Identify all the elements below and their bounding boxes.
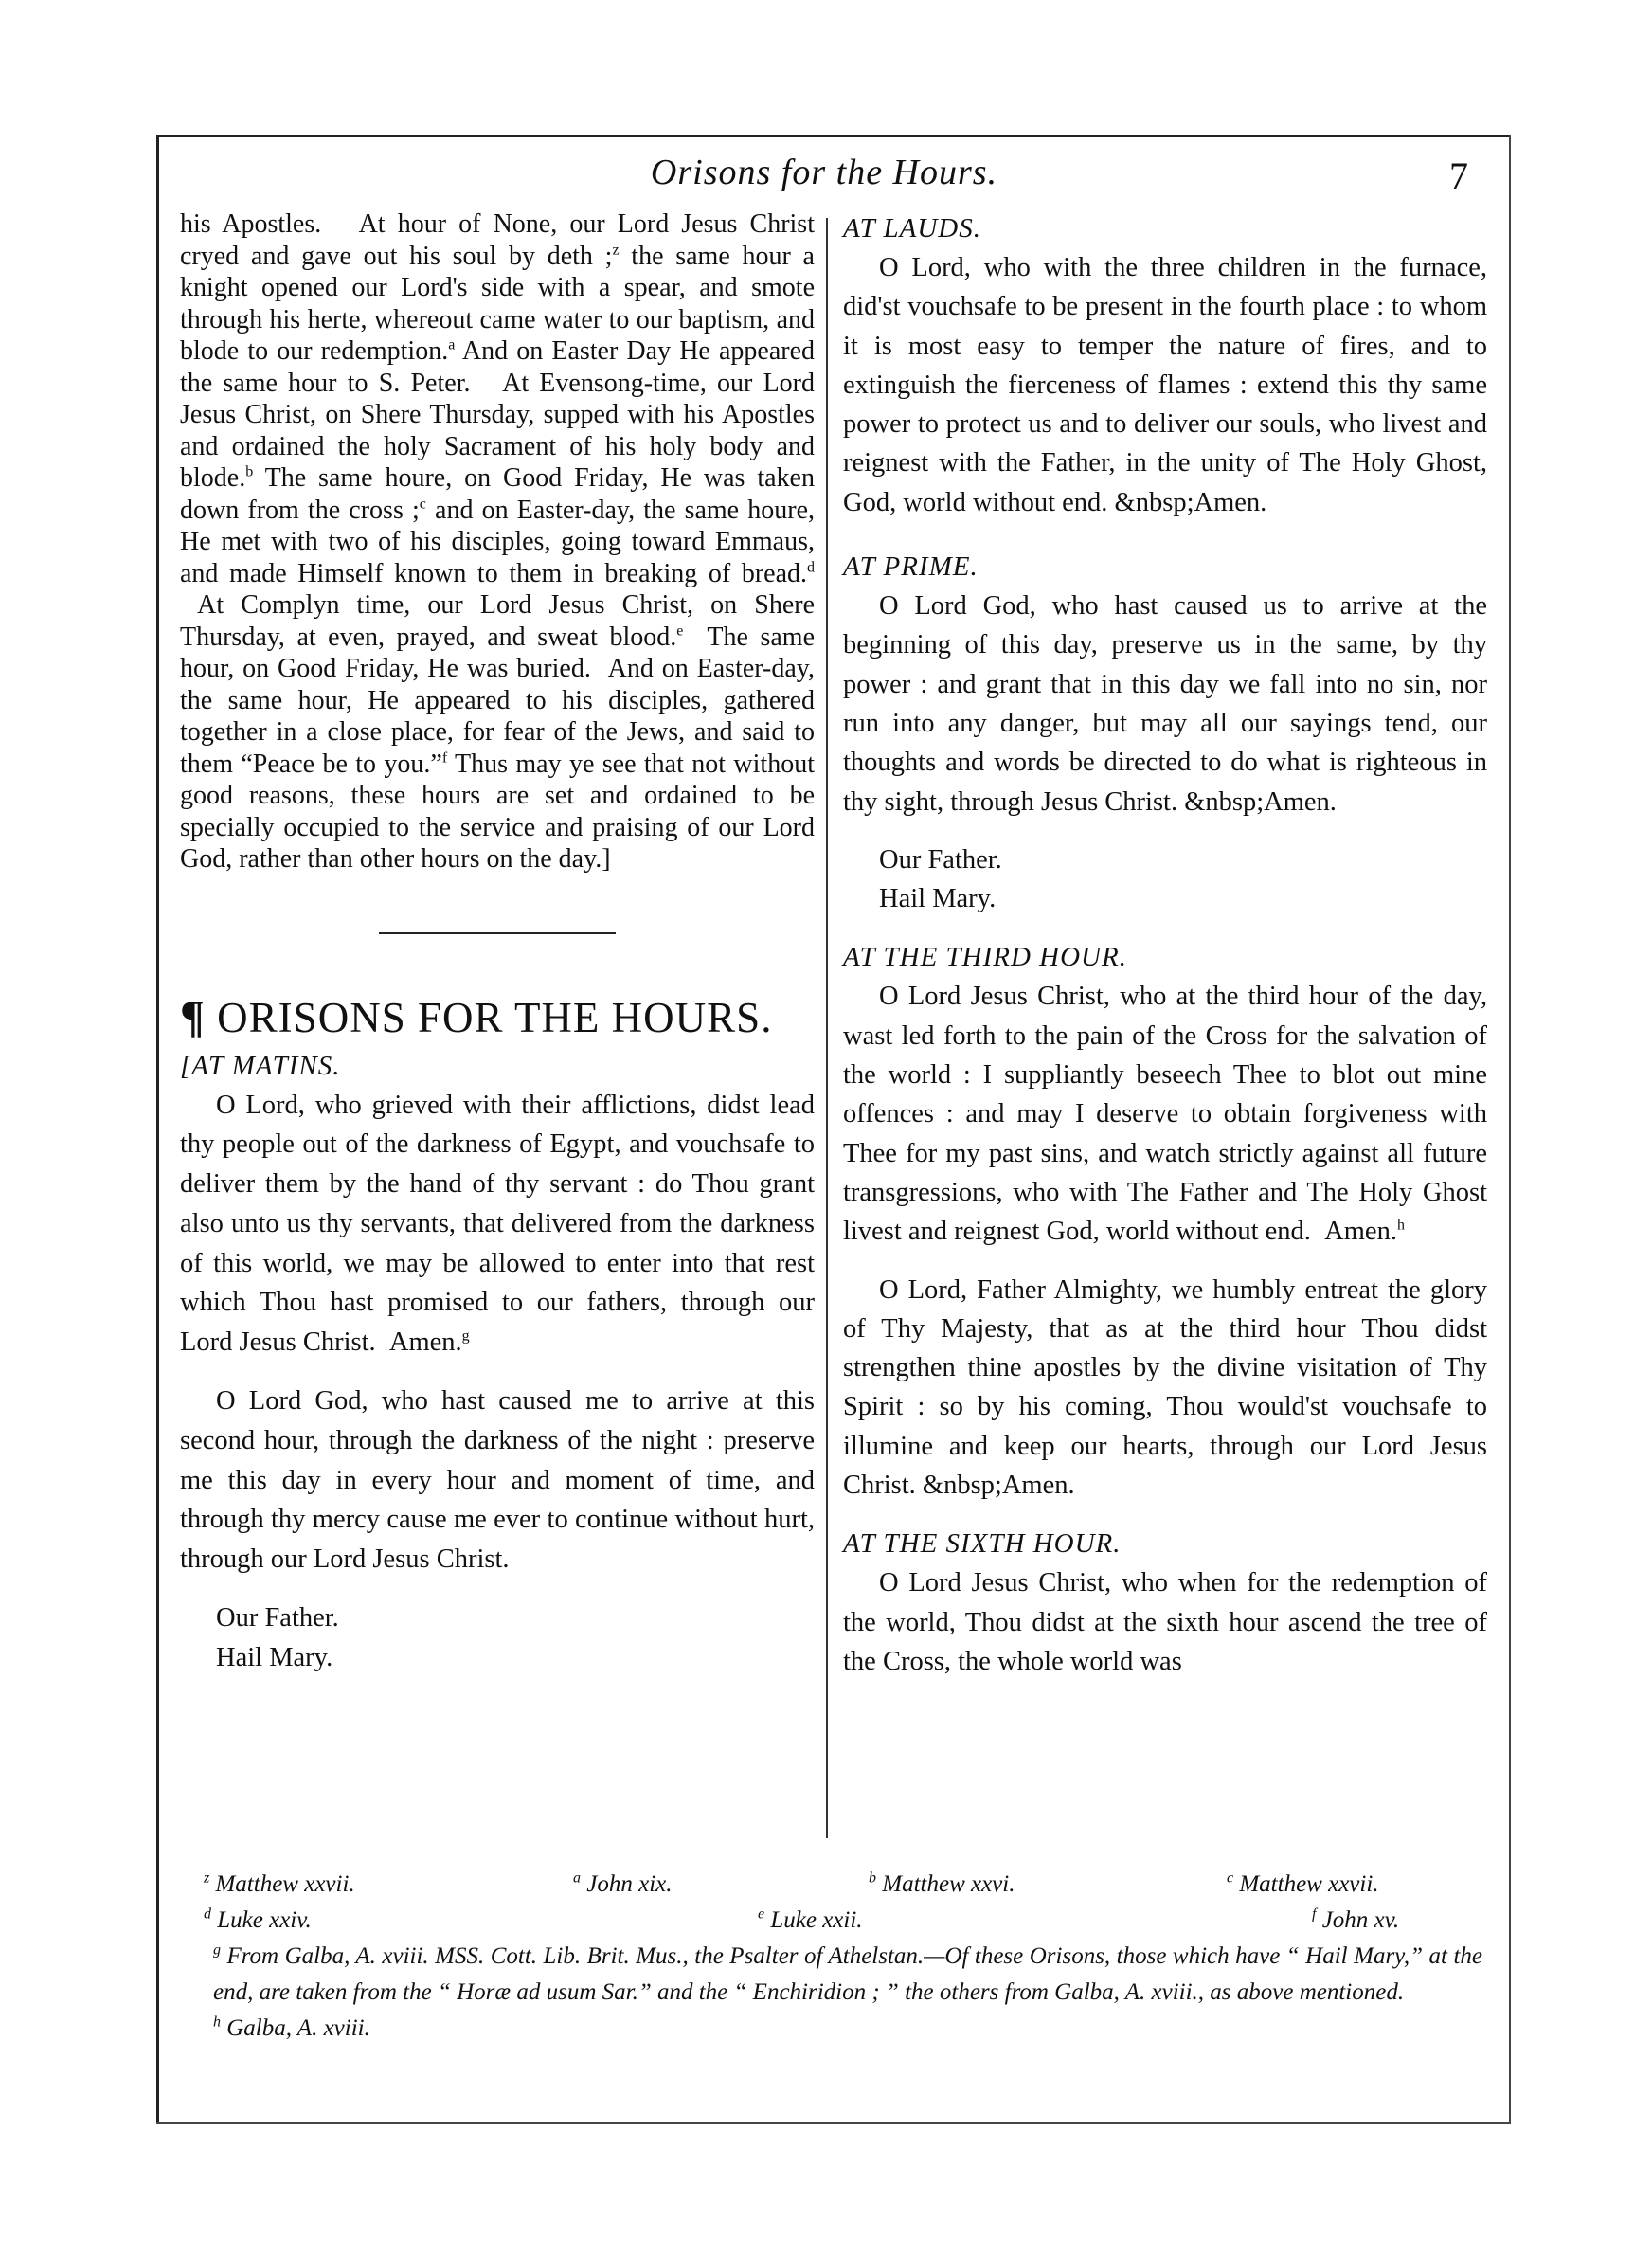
footnote-a: $^a$ John xix.	[573, 1869, 673, 1897]
frame-left-rule	[156, 135, 159, 2122]
footnote-e: $^e$ Luke xxii.	[758, 1905, 863, 1933]
footnote-row	[194, 1867, 1482, 1903]
footnote-g: $^g$ From Galba, A. xviii. MSS. Cott. Lib. Brit. Mus., the Psalter of Athelstan.—Of these Orisons, those which have “ Hail Mary,” at the end, are taken from the “ Horæ ad usum Sar.” and the “ Enchiridion ; ” the others from Galba, A. xviii., as above mentioned.	[213, 1941, 1482, 2005]
hail-mary-right: Hail Mary.	[879, 884, 997, 914]
footnote-f: $^f$ John xv.	[1312, 1905, 1400, 1933]
frame-bottom-rule	[156, 2122, 1511, 2124]
section-separator	[379, 932, 616, 934]
section-title-text: ORISONS FOR THE HOURS.	[217, 993, 773, 1041]
heading-matins: [AT MATINS.	[180, 1050, 341, 1081]
running-head: Orisons for the Hours.	[650, 153, 998, 192]
right-column	[843, 208, 1487, 1681]
hail-mary-left: Hail Mary.	[216, 1642, 333, 1672]
footnote-h: $^h$ Galba, A. xviii.	[213, 2013, 370, 2041]
second-hour-prayer: O Lord God, who hast caused me to arrive at this second hour, through the darkness of the night : preserve me this day in every hour and moment of time, and through thy mercy cause me ever to continue without hurt, through our Lord Jesus Christ.	[180, 1386, 815, 1575]
page-number: 7	[1449, 154, 1468, 197]
footnote-d: $^d$ Luke xxiv.	[204, 1905, 312, 1933]
left-column	[180, 208, 815, 1678]
third-hour-prayer-1: O Lord Jesus Christ, who at the third hour of the day, wast led forth to the pain of the Cross for the salvation of the world : I suppliantly beseech Thee to blot out mine offences : and may I deserve to obtain forgiveness with Thee for my past sins, and watch strictly against all future transgressions, who with The Father and The Holy Ghost livest and reignest God, world without end. Amen.$^h$	[843, 982, 1487, 1247]
lauds-prayer: O Lord, who with the three children in the furnace, did'st vouchsafe to be present in the fourth place : to whom it is most easy to temper the nature of fires, and to extinguish the fierceness of flames : extend this thy same power to protect us and to deliver our souls, who livest and reignest with the Father, in the unity of The Holy Ghost, God, world without end. &nbsp;Amen.	[843, 253, 1487, 517]
third-hour-prayer-2: O Lord, Father Almighty, we humbly entreat the glory of Thy Majesty, that as at the third hour Thou didst strengthen thine apostles by the divine visitation of Thy Spirit : so by his coming, Thou would'st vouchsafe to illumine and keep our hearts, through our Lord Jesus Christ. &nbsp;Amen.	[843, 1274, 1487, 1501]
frame-right-rule	[1509, 135, 1511, 2122]
footnote-b: $^b$ Matthew xxvi.	[869, 1869, 1015, 1897]
footnote-c: $^c$ Matthew xxvii.	[1227, 1869, 1379, 1897]
intro-paragraph: his Apostles. At hour of None, our Lord Jesus Christ cryed and gave out his soul by deth ;$^z$ the same hour a knight opened our Lord's side with a spear, and smote through his herte, whereout came water to our baptism, and blode to our redemption.$^a$ And on Easter Day He appeared the same hour to S. Peter. At Evensong-time, our Lord Jesus Christ, on Shere Thursday, supped with his Apostles and ordained the holy Sacrament of his holy body and blode.$^b$ The same houre, on Good Friday, He was taken down from the cross ;$^c$ and on Easter-day, the same houre, He met with two of his disciples, going toward Emmaus, and made Himself known to them in breaking of bread.$^d$ At Complyn time, our Lord Jesus Christ, on Shere Thursday, at even, prayed, and sweat blood.$^e$ The same hour, on Good Friday, He was buried. And on Easter-day, the same hour, He appeared to his disciples, gathered together in a close place, for fear of the Jews, and said to them “Peace be to you.”$^f$ Thus may ye see that not without good reasons, these hours are set and ordained to be specially occupied to the service and praising of our Lord God, rather than other hours on the day.]	[180, 209, 816, 874]
our-father-right: Our Father.	[879, 844, 1002, 875]
footnote-row	[194, 1903, 1482, 1939]
heading-prime: AT PRIME.	[843, 551, 979, 583]
paragraph-mark-icon: ¶	[180, 991, 206, 1042]
our-father-left: Our Father.	[216, 1603, 339, 1634]
column-divider	[826, 218, 828, 1838]
prime-prayer: O Lord God, who hast caused us to arrive at the beginning of this day, preserve us in the same, by thy power : and grant that in this day we fall into no sin, nor run into any danger, but may all our sayings tend, our thoughts and words be directed to do what is righteous in thy sight, through Jesus Christ. &nbsp;Amen.	[843, 591, 1487, 817]
frame-top-rule	[156, 135, 1511, 137]
heading-sixth-hour: AT THE SIXTH HOUR.	[843, 1528, 1122, 1560]
footnote-z: $^z$ Matthew xxvii.	[204, 1869, 355, 1897]
section-title	[180, 989, 815, 1046]
heading-third-hour: AT THE THIRD HOUR.	[843, 942, 1127, 973]
sixth-hour-prayer: O Lord Jesus Christ, who when for the redemption of the world, Thou didst at the sixth hour ascend the tree of the Cross, the whole world was	[843, 1568, 1487, 1676]
footnotes	[194, 1867, 1482, 2047]
heading-lauds: AT LAUDS.	[843, 213, 981, 244]
matins-prayer: O Lord, who grieved with their afflictions, didst lead thy people out of the darkness of Egypt, and vouchsafe to deliver them by the hand of thy servant : do Thou grant also unto us thy servants, that delivered from the darkness of this world, we may be allowed to enter into that rest which Thou hast promised to our fathers, through our Lord Jesus Christ. Amen.$^g$	[180, 1090, 815, 1358]
